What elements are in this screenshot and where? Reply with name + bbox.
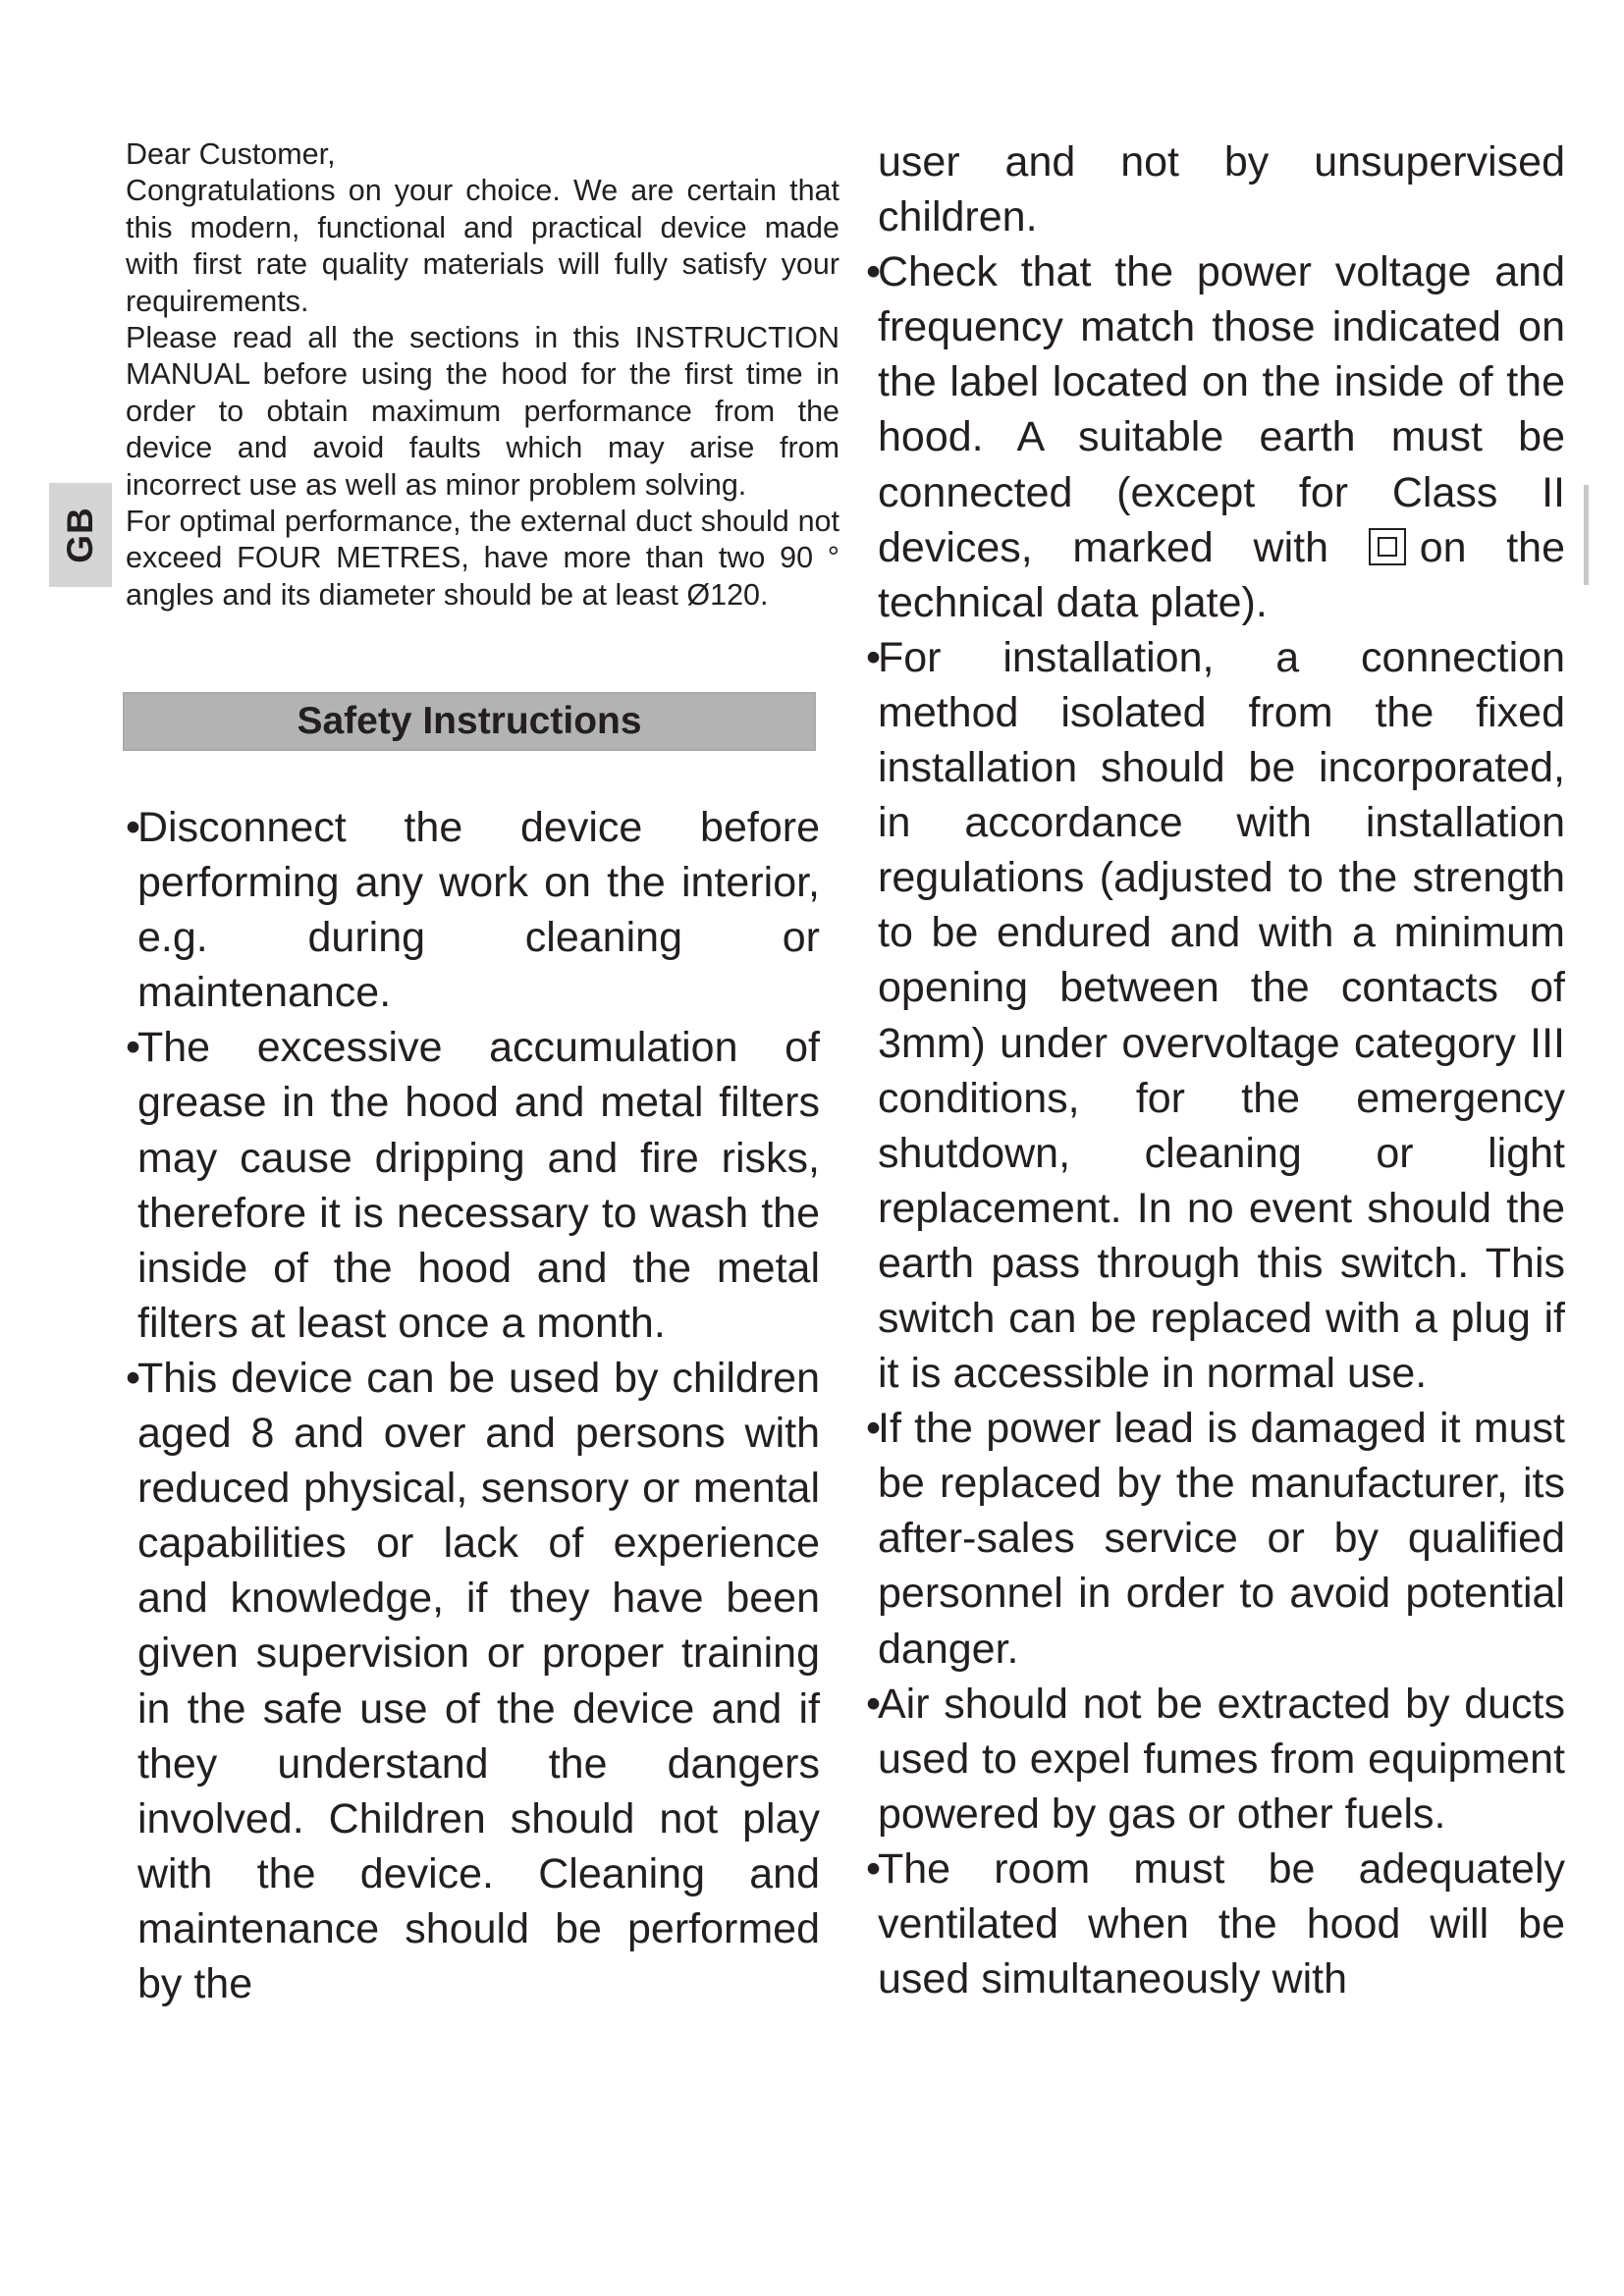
bullet-glyph: • [126,804,141,851]
safety-item [126,1351,820,2011]
language-tab [49,483,112,587]
safety-item-text: Air should not be extracted by ducts used to expel fumes from equipment powered by gas or other fuels. [878,1680,1565,1838]
section-heading: Safety Instructions [297,700,642,742]
intro-paragraph-1: Congratulations on your choice. We are certain that this modern, functional and practical device made with first rate quality materials will fully satisfy your requirements. [126,174,839,318]
safety-item [866,1842,1565,2006]
bullet-glyph: • [126,1354,141,1402]
safety-item-text: For installation, a connection method isolated from the fixed installation should be incorporated, in accordance with installation regulations (adjusted to the strength to be endured and with a minimum opening between the contacts of 3mm) under overvoltage category III conditions, for the emergency shutdown, cleaning or light replacement. In no event should the earth pass through this switch. This switch can be replaced with a plug if it is accessible in normal use. [878,633,1565,1398]
safety-item-continuation: user and not by unsupervised children. [878,138,1565,241]
safety-item [126,800,820,1020]
safety-item-text-after-icon: on the technical data plate). [878,523,1565,626]
safety-item [866,1677,1565,1842]
safety-item [866,630,1565,1401]
safety-list-left [126,800,820,2011]
safety-item [126,1020,820,1351]
bullet-glyph: • [866,633,882,681]
intro-paragraph-3: For optimal performance, the external duct should not exceed FOUR METRES, have more than two 90 ° angles and its diameter should be at least Ø120. [126,505,839,612]
intro-text [126,136,839,614]
bullet-glyph: • [866,1405,882,1453]
class-ii-double-square-icon [1369,528,1406,565]
bullet-glyph: • [866,248,882,296]
safety-list-right [866,134,1565,2006]
bullet-glyph: • [866,1680,882,1728]
intro-greeting: Dear Customer, [126,137,336,171]
safety-item [866,1401,1565,1676]
safety-item-text: Check that the power voltage and frequency match those indicated on the label located on the inside of the hood. A suitable earth must be connected (except for Class II devices, marked with [878,248,1565,571]
bullet-glyph: • [126,1024,141,1072]
language-tab-label: GB [60,507,100,563]
safety-item [866,244,1565,630]
section-heading-bar [123,692,816,751]
safety-item-text: Disconnect the device before performing any work on the interior, e.g. during cleaning or maintenance. [137,804,820,1017]
safety-item-text: The room must be adequately ventilated when the hood will be used simultaneously with [878,1844,1565,2003]
bullet-glyph: • [866,1844,882,1893]
safety-item-text: The excessive accumulation of grease in the hood and metal filters may cause dripping and fire risks, therefore it is necessary to wash the inside of the hood and the metal filters at least once a month. [137,1024,820,1347]
intro-paragraph-2: Please read all the sections in this INSTRUCTION MANUAL before using the hood for the first time in order to obtain maximum performance from the device and avoid faults which may arise from incorrect use as well as minor problem solving. [126,321,839,502]
page-edge-marker [1584,485,1589,585]
safety-item-text: If the power lead is damaged it must be replaced by the manufacturer, its after-sales service or by qualified personnel in order to avoid potential danger. [878,1405,1565,1673]
safety-item-text: This device can be used by children aged 8 and over and persons with reduced physical, sensory or mental capabilities or lack of experience and knowledge, if they have been given supervision or proper training in the safe use of the device and if they understand the dangers involved. Children should not play with the device. Cleaning and maintenance should be performed by the [137,1354,820,2007]
